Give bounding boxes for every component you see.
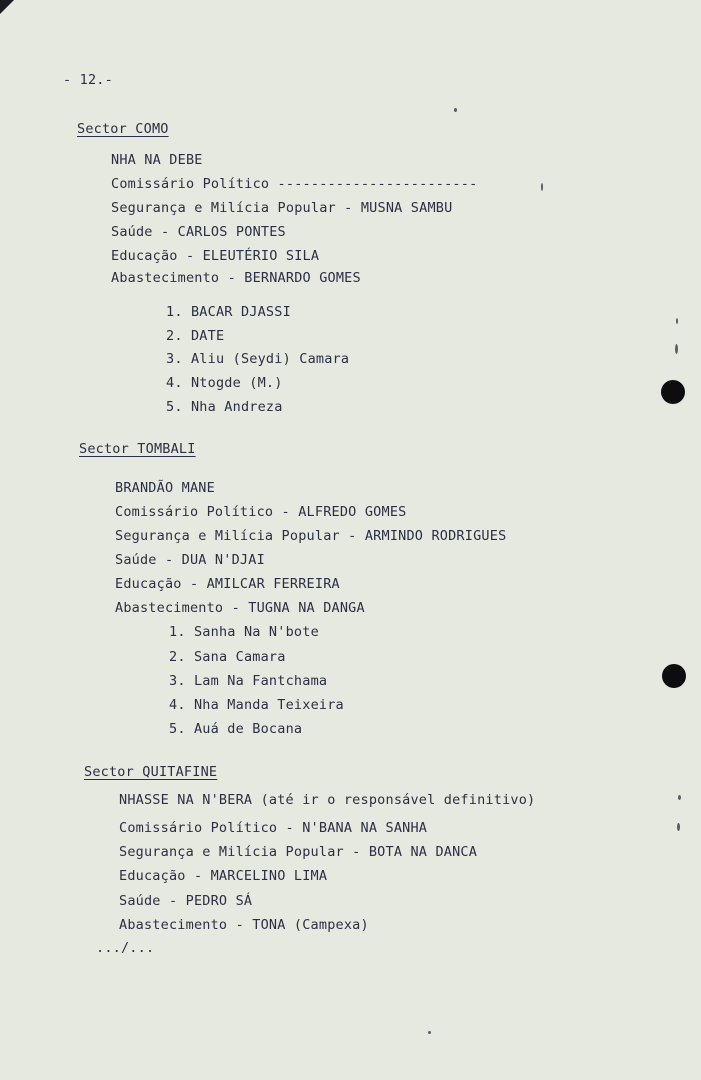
role-line: Educação - AMILCAR FERREIRA xyxy=(115,576,340,592)
sector-title-tombali: Sector TOMBALI xyxy=(79,441,196,457)
role-line: Abastecimento - TUGNA NA DANGA xyxy=(115,600,365,616)
speck xyxy=(428,1031,431,1034)
speck xyxy=(678,795,681,800)
speck xyxy=(541,183,543,191)
role-line: Segurança e Milícia Popular - BOTA NA DANCA xyxy=(119,844,478,860)
role-line: Educação - MARCELINO LIMA xyxy=(119,868,328,884)
speck xyxy=(676,318,678,324)
punch-hole xyxy=(661,380,685,404)
role-line: Comissário Político - N'BANA NA SANHA xyxy=(119,820,428,836)
member-line: 5. Auá de Bocana xyxy=(169,721,303,737)
member-line: 4. Ntogde (M.) xyxy=(166,375,283,391)
role-line: Saúde - CARLOS PONTES xyxy=(111,224,286,240)
role-line: Saúde - DUA N'DJAI xyxy=(115,552,265,568)
role-line: Abastecimento - BERNARDO GOMES xyxy=(111,270,361,286)
sector-head: NHA NA DEBE xyxy=(111,152,203,168)
sector-title-quitafine: Sector QUITAFINE xyxy=(84,764,218,780)
member-line: 3. Lam Na Fantchama xyxy=(169,673,328,689)
page-number: - 12.- xyxy=(63,72,113,88)
sector-head: NHASSE NA N'BERA (até ir o responsável definitivo) xyxy=(119,792,536,808)
member-line: 2. DATE xyxy=(166,328,225,344)
member-line: 2. Sana Camara xyxy=(169,649,286,665)
role-line: Comissário Político - ALFREDO GOMES xyxy=(115,504,407,520)
role-line: Comissário Político ------------------------ xyxy=(111,176,478,192)
sector-head: BRANDÃO MANE xyxy=(115,480,215,496)
role-line: Saúde - PEDRO SÁ xyxy=(119,893,253,909)
member-line: 1. Sanha Na N'bote xyxy=(169,624,319,640)
role-line: Abastecimento - TONA (Campexa) xyxy=(119,917,369,933)
member-line: 1. BACAR DJASSI xyxy=(166,304,291,320)
speck xyxy=(677,823,680,831)
speck xyxy=(675,344,678,354)
member-line: 3. Aliu (Seydi) Camara xyxy=(166,351,350,367)
punch-hole xyxy=(662,664,686,688)
role-line: Segurança e Milícia Popular - MUSNA SAMBU xyxy=(111,200,453,216)
role-line: Educação - ELEUTÉRIO SILA xyxy=(111,248,320,264)
sector-title-como: Sector COMO xyxy=(77,121,169,137)
continuation-mark: .../... xyxy=(96,940,155,956)
torn-corner xyxy=(0,0,14,14)
member-line: 4. Nha Manda Teixeira xyxy=(169,697,344,713)
speck xyxy=(454,108,457,112)
member-line: 5. Nha Andreza xyxy=(166,399,283,415)
role-line: Segurança e Milícia Popular - ARMINDO RODRIGUES xyxy=(115,528,507,544)
